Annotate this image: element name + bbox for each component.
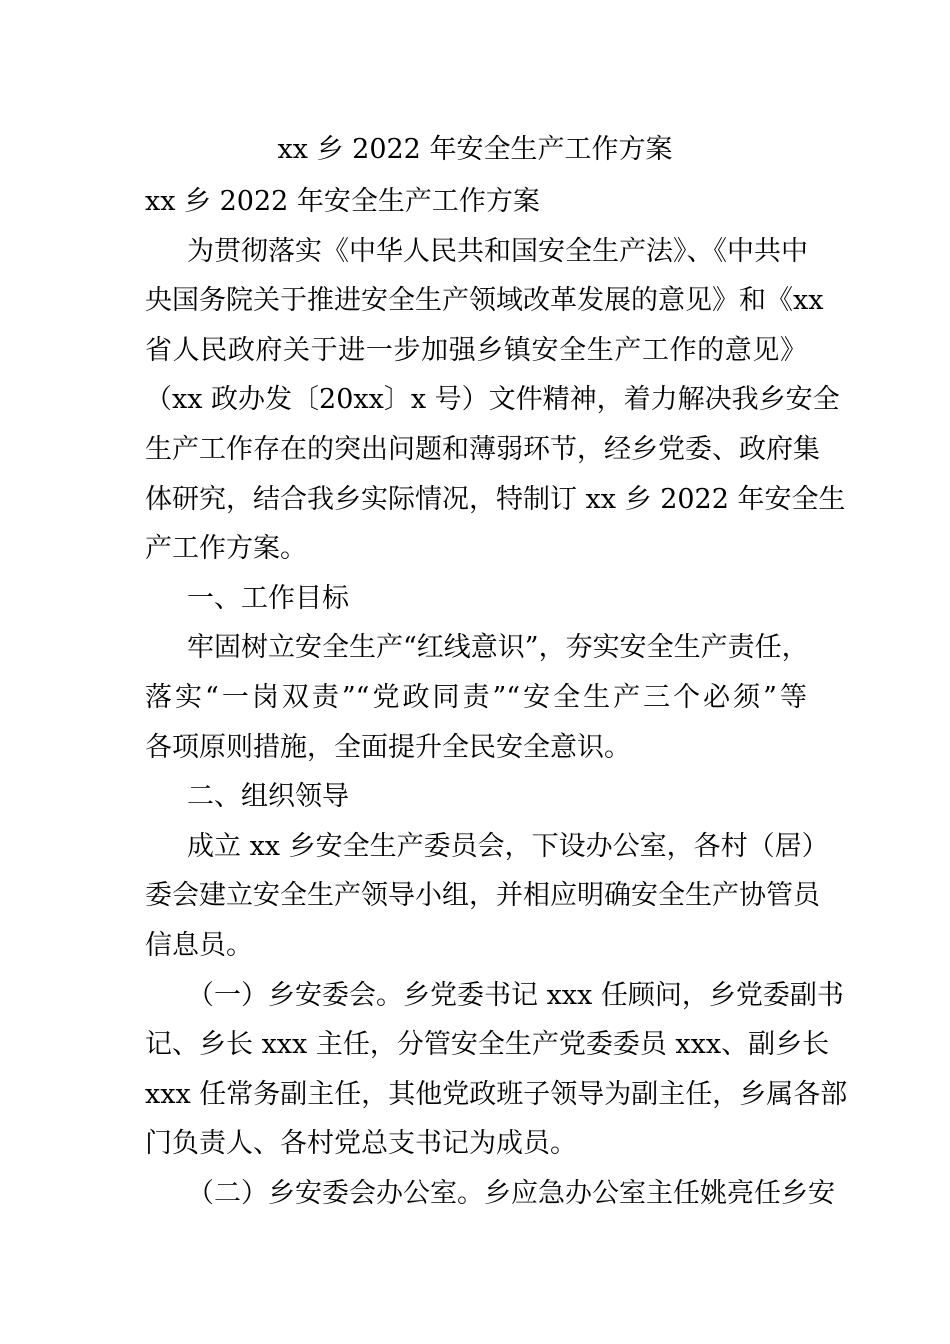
text-line: （一）乡安委会。乡党委书记 xxx 任顾问，乡党委副书	[187, 979, 844, 1011]
text-line: 为贯彻落实《中华人民共和国安全生产法》、《中共中	[187, 235, 808, 267]
text-line: 成立 xx 乡安全生产委员会，下设办公室，各村（居）	[187, 830, 829, 862]
office-paragraph	[145, 1169, 835, 1219]
text-line: 一、工作目标	[187, 582, 349, 614]
text-line: 生产工作存在的突出问题和薄弱环节，经乡党委、政府集	[145, 433, 820, 465]
text-line: 产工作方案。	[145, 533, 307, 565]
text-line: 委会建立安全生产领导小组，并相应明确安全生产协管员	[145, 880, 820, 912]
text-line: xx 乡 2022 年安全生产工作方案	[145, 186, 540, 217]
text-line: 各项原则措施，全面提升全民安全意识。	[145, 731, 631, 763]
section-heading-organization	[145, 772, 807, 822]
document-subtitle	[145, 177, 807, 227]
text-line: 二、组织领导	[187, 781, 349, 813]
document-body	[145, 177, 848, 1218]
text-line: （xx 政办发〔20xx〕x 号）文件精神，着力解决我乡安全	[145, 384, 840, 416]
text-line: 记、乡长 xxx 主任，分管安全生产党委委员 xxx、副乡长	[145, 1029, 830, 1061]
document-title: xx 乡 2022 年安全生产工作方案	[277, 134, 673, 165]
text-line: xxx 任常务副主任，其他党政班子领导为副主任，乡属各部	[145, 1078, 848, 1110]
goals-paragraph	[145, 623, 807, 772]
organization-paragraph	[145, 822, 829, 971]
text-line: （二）乡安委会办公室。乡应急办公室主任姚亮任乡安	[187, 1177, 835, 1209]
text-line: 信息员。	[145, 929, 253, 961]
text-line: 牢固树立安全生产“红线意识”，夯实安全生产责任，	[187, 632, 809, 664]
text-line: 落实“一岗双责”“党政同责”“安全生产三个必须”等	[145, 681, 807, 713]
section-heading-goals	[145, 574, 807, 624]
text-line: 省人民政府关于进一步加强乡镇安全生产工作的意见》	[145, 334, 807, 366]
intro-paragraph	[145, 227, 846, 574]
committee-paragraph	[145, 971, 848, 1169]
text-line: 体研究，结合我乡实际情况，特制订 xx 乡 2022 年安全生	[145, 483, 846, 515]
text-line: 门负责人、各村党总支书记为成员。	[145, 1128, 577, 1160]
text-line: 央国务院关于推进安全生产领域改革发展的意见》和《xx	[145, 285, 824, 317]
